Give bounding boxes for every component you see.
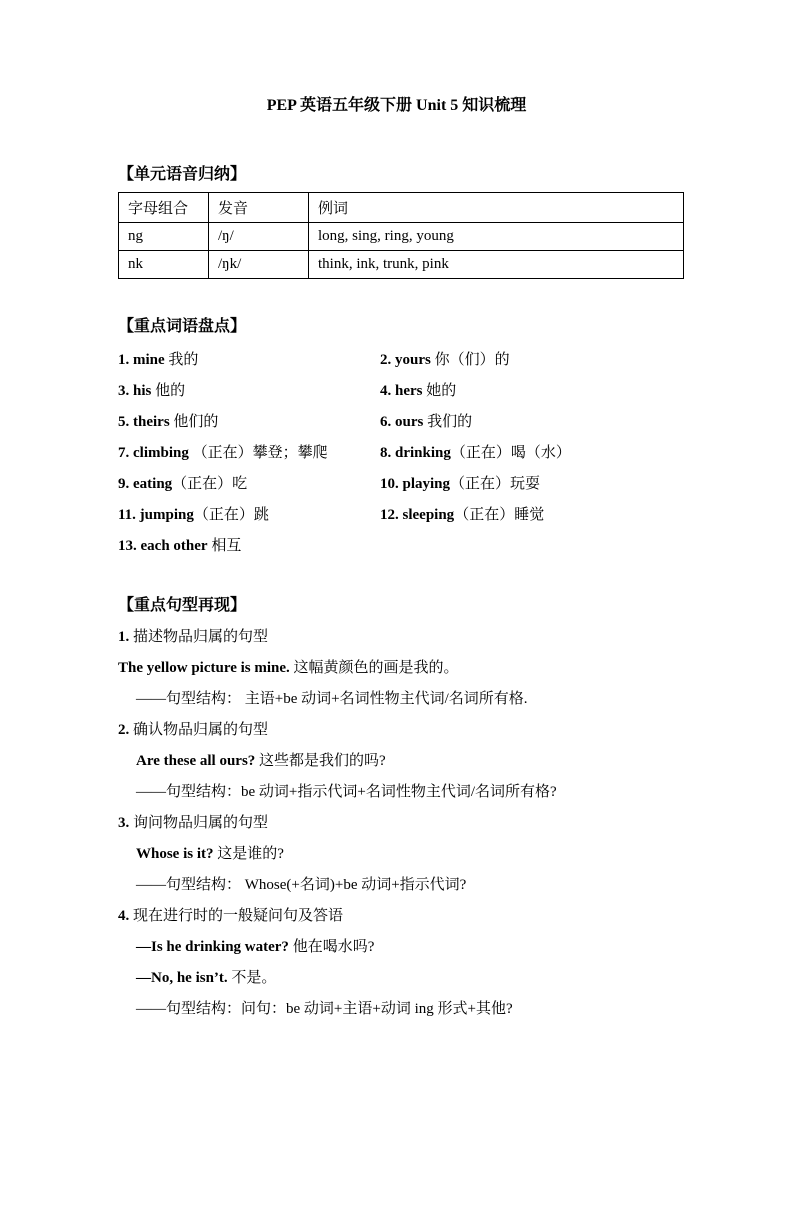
word-item-left (118, 376, 380, 407)
word-cn: （正在）攀登；攀爬 (188, 445, 328, 461)
word-en: 11. jumping (118, 507, 194, 523)
sentence-bold-text: Whose is it? (136, 846, 214, 862)
sentence-text: ——句型结构：be 动词+指示代词+名词性物主代词/名词所有格? (136, 784, 557, 800)
word-row (118, 407, 683, 438)
section-heading-phonics: 【单元语音归纳】 (118, 166, 247, 183)
sentence-bold-text: —Is he drinking water? (136, 939, 289, 955)
word-item-right (380, 414, 472, 430)
word-row (118, 438, 683, 469)
word-cn: （正在）吃 (172, 476, 248, 492)
word-en: 2. yours (380, 352, 431, 368)
word-row (118, 531, 683, 562)
word-en: 8. drinking (380, 445, 451, 461)
word-row (118, 376, 683, 407)
table-header-letters: 字母组合 (119, 193, 209, 223)
sentence-bold-text: 3. (118, 815, 130, 831)
word-cn: 你（们）的 (430, 352, 510, 368)
sentence-line (118, 715, 683, 746)
word-en: 3. his (118, 383, 152, 399)
sentence-text: 这是谁的? (213, 846, 284, 862)
table-row (119, 251, 684, 279)
word-cn: （正在）玩耍 (450, 476, 541, 492)
word-cn: 相互 (207, 538, 242, 554)
table-row (119, 223, 684, 251)
word-row (118, 345, 683, 376)
word-cn: 他的 (151, 383, 186, 399)
table-header-sound: 发音 (209, 193, 309, 223)
word-item-right (380, 476, 540, 492)
sentence-text: 确认物品归属的句型 (129, 722, 269, 738)
sentence-text: 现在进行时的一般疑问句及答语 (129, 908, 344, 924)
sentence-text: ——句型结构： Whose(+名词)+be 动词+指示代词? (136, 877, 467, 893)
sentence-text: 这幅黄颜色的画是我的。 (289, 660, 459, 676)
word-en: 7. climbing (118, 445, 189, 461)
table-cell-sound: /ŋk/ (209, 251, 309, 279)
table-cell-letters: nk (119, 251, 209, 279)
table-cell-examples: think, ink, trunk, pink (309, 251, 684, 279)
word-item-left (118, 407, 380, 438)
word-cn: （正在）睡觉 (454, 507, 545, 523)
sentence-list (118, 622, 683, 1025)
sentence-line (118, 777, 683, 808)
word-row (118, 469, 683, 500)
sentence-text: ——句型结构： 主语+be 动词+名词性物主代词/名词所有格. (136, 691, 528, 707)
word-item-right (380, 352, 510, 368)
sentence-bold-text: 2. (118, 722, 130, 738)
word-item-right (380, 383, 456, 399)
sentence-line (118, 839, 683, 870)
word-item-left (118, 438, 380, 469)
page-title: PEP 英语五年级下册 Unit 5 知识梳理 (266, 97, 527, 114)
table-header-examples: 例词 (309, 193, 684, 223)
word-cn: 我们的 (423, 414, 473, 430)
sentence-bold-text: 1. (118, 629, 130, 645)
word-en: 6. ours (380, 414, 424, 430)
word-cn: （正在）跳 (193, 507, 269, 523)
word-item-left (118, 500, 380, 531)
sentence-text: 询问物品归属的句型 (129, 815, 269, 831)
word-en: 4. hers (380, 383, 423, 399)
sentence-line (118, 994, 683, 1025)
word-cn: （正在）喝（水） (450, 445, 571, 461)
table-header-row (119, 193, 684, 223)
word-cn: 他们的 (169, 414, 219, 430)
table-cell-examples: long, sing, ring, young (309, 223, 684, 251)
sentence-line (118, 808, 683, 839)
word-cn: 我的 (164, 352, 199, 368)
sentence-text: 描述物品归属的句型 (129, 629, 269, 645)
word-en: 12. sleeping (380, 507, 455, 523)
sentence-bold-text: —No, he isn’t. (136, 970, 228, 986)
sentence-bold-text: Are these all ours? (136, 753, 256, 769)
sentence-text: 不是。 (227, 970, 277, 986)
word-item-right (380, 445, 571, 461)
word-en: 9. eating (118, 476, 173, 492)
sentence-text: 他在喝水吗? (288, 939, 375, 955)
sentence-line (118, 684, 683, 715)
sentence-line (118, 963, 683, 994)
word-en: 13. each other (118, 538, 208, 554)
sentence-line (118, 932, 683, 963)
sentence-line (118, 653, 683, 684)
word-en: 1. mine (118, 352, 165, 368)
word-cn: 她的 (422, 383, 457, 399)
section-heading-sentences: 【重点句型再现】 (118, 597, 247, 614)
word-item-left (118, 345, 380, 376)
table-cell-sound: /ŋ/ (209, 223, 309, 251)
word-en: 5. theirs (118, 414, 170, 430)
sentence-text: 这些都是我们的吗? (255, 753, 386, 769)
section-heading-words: 【重点词语盘点】 (118, 318, 247, 335)
sentence-line (118, 746, 683, 777)
table-cell-letters: ng (119, 223, 209, 251)
sentence-text: ——句型结构：问句：be 动词+主语+动词 ing 形式+其他? (136, 1001, 513, 1017)
sentence-bold-text: The yellow picture is mine. (118, 660, 290, 676)
word-row (118, 500, 683, 531)
sentence-line (118, 622, 683, 653)
word-item-left (118, 531, 380, 562)
word-item-right (380, 507, 544, 523)
word-list (118, 345, 683, 562)
sentence-line (118, 870, 683, 901)
document-body (118, 161, 683, 1025)
word-item-left (118, 469, 380, 500)
sentence-line (118, 901, 683, 932)
phonics-table (118, 192, 684, 279)
word-en: 10. playing (380, 476, 451, 492)
sentence-bold-text: 4. (118, 908, 130, 924)
